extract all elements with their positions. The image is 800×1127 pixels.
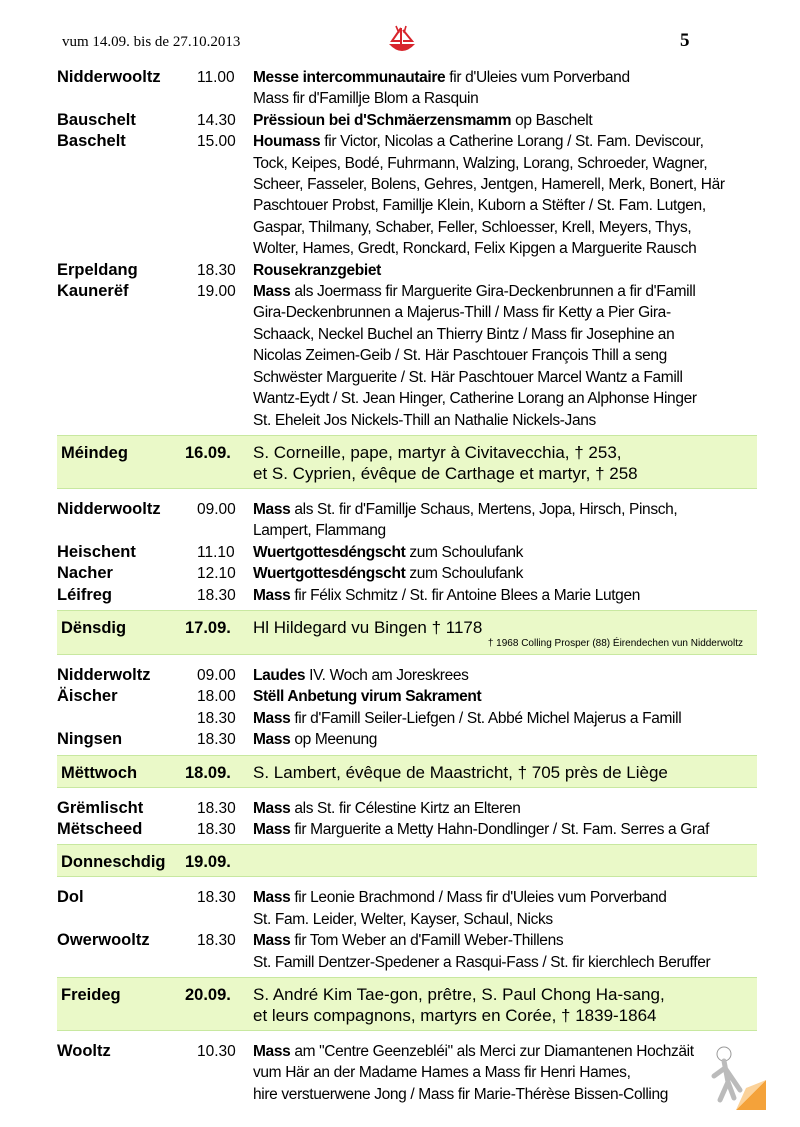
description-line: [253, 324, 757, 345]
description-text: am "Centre Geenzebléi" als Merci zur Diamantenen Hochzäit: [290, 1043, 694, 1060]
description-line: [253, 238, 757, 259]
description-line: [253, 217, 757, 238]
entry-time: 18.30: [197, 586, 236, 604]
description-line: [253, 174, 757, 195]
entry-description: [253, 499, 757, 542]
day-date: 19.09.: [185, 853, 231, 872]
day-name: Freideg: [61, 986, 121, 1004]
description-text: fir Victor, Nicolas a Catherine Lorang / St. Fam. Deviscour,: [320, 133, 704, 151]
entry-description: [253, 930, 757, 973]
description-text: Mass fir d'Famillje Blom a Rasquin: [253, 90, 479, 108]
description-bold: Rousekranzgebiet: [253, 261, 381, 279]
description-line: [253, 195, 757, 216]
saint-line: S. Corneille, pape, martyr à Civitavecchia, † 253,: [253, 442, 622, 462]
schedule-entry: [57, 585, 757, 606]
entry-description: [253, 281, 757, 431]
description-line: [253, 281, 757, 302]
description-bold: Wuertgottesdéngscht: [253, 565, 406, 583]
description-bold: Wuertgottesdéngscht: [253, 543, 406, 561]
description-text: Wolter, Hames, Gredt, Ronckard, Felix Kipgen a Marguerite Rausch: [253, 240, 697, 258]
schedule-entry: [57, 665, 757, 686]
entry-time: 09.00: [197, 500, 236, 518]
schedule-entry: [57, 798, 757, 819]
description-text: als St. fir Célestine Kirtz an Elteren: [290, 799, 521, 817]
description-line: [253, 729, 757, 750]
day-date: 17.09.: [185, 618, 231, 637]
description-line: [253, 542, 757, 563]
schedule-entry: [57, 708, 757, 729]
description-line: [253, 410, 757, 431]
entry-description: [253, 729, 757, 750]
entry-time: 18.00: [197, 688, 236, 706]
description-line: [253, 302, 757, 323]
description-text: op Baschelt: [511, 111, 593, 129]
description-line: [253, 909, 757, 930]
description-line: [253, 153, 757, 174]
description-bold: Mass: [253, 820, 291, 838]
description-line: [253, 1084, 757, 1105]
description-text: Wantz-Eydt / St. Jean Hinger, Catherine Lorang an Alphonse Hinger: [253, 390, 697, 408]
entry-description: [253, 67, 757, 110]
entry-description: [253, 585, 757, 606]
schedule-entry: [57, 67, 757, 110]
entry-description: [253, 1041, 757, 1105]
memorial-note: † 1968 Colling Prosper (88) Éirendechen vun Nidderwoltz: [487, 637, 743, 649]
entry-description: [253, 887, 757, 930]
entry-place: Mëtscheed: [57, 819, 143, 838]
description-line: [253, 367, 757, 388]
description-text: fir Félix Schmitz / St. fir Antoine Blees a Marie Lutgen: [290, 586, 640, 604]
entry-time: 11.10: [197, 543, 235, 561]
schedule-entry: [57, 260, 757, 281]
entry-description: [253, 131, 757, 259]
day-name: Dënsdig: [61, 618, 127, 637]
entry-description: [253, 563, 757, 584]
entry-place: Wooltz: [57, 1042, 111, 1060]
description-bold: Mass: [253, 1043, 291, 1060]
schedule-entry: [57, 563, 757, 584]
description-text: hire verstuerwene Jong / Mass fir Marie-Thérèse Bissen-Colling: [253, 1085, 669, 1103]
description-bold: Laudes: [253, 666, 306, 684]
description-text: Gaspar, Thilmany, Schaber, Feller, Schloesser, Krell, Meyers, Thys,: [253, 218, 692, 236]
saint-of-day: [253, 762, 757, 783]
description-line: [253, 686, 757, 707]
schedule-entry: [57, 819, 757, 840]
saint-line: S. André Kim Tae-gon, prêtre, S. Paul Chong Ha-sang,: [253, 985, 665, 1004]
description-bold: Mass: [253, 283, 291, 301]
description-text: St. Eheleit Jos Nickels-Thill an Nathalie Nickels-Jans: [253, 411, 596, 429]
schedule-entry: [57, 729, 757, 750]
entry-place: Baschelt: [57, 132, 126, 151]
entry-place: Dol: [57, 888, 84, 907]
entry-time: 18.30: [197, 799, 236, 817]
entry-place: Kaunerëf: [57, 282, 129, 301]
description-line: [253, 887, 757, 908]
description-line: [253, 67, 757, 88]
entry-time: 18.30: [197, 709, 236, 727]
day-name: Donneschdig: [61, 853, 166, 872]
saint-of-day: [253, 617, 757, 638]
description-text: St. Famill Dentzer-Spedener a Rasqui-Fass / St. fir kierchlech Beruffer: [253, 953, 711, 971]
day-header: [57, 977, 757, 1031]
entry-time: 18.30: [197, 889, 236, 907]
entry-place: Nidderwooltz: [57, 499, 161, 518]
entry-place: Léifreg: [57, 585, 113, 604]
entry-place: Äischer: [57, 687, 118, 706]
entry-place: Nacher: [57, 564, 113, 583]
description-line: [253, 88, 757, 109]
day-name: Mëttwoch: [61, 763, 138, 782]
header-period: vum 14.09. bis de 27.10.2013: [62, 34, 241, 50]
day-header: [57, 755, 757, 788]
description-text: fir d'Uleies vum Porverband: [445, 69, 630, 86]
schedule-entry: [57, 686, 757, 707]
day-date: 20.09.: [185, 986, 231, 1004]
day-header: [57, 844, 757, 877]
description-line: [253, 798, 757, 819]
description-line: [253, 110, 757, 131]
description-line: [253, 499, 757, 520]
saint-of-day: [253, 984, 757, 1026]
entry-description: [253, 665, 757, 686]
description-text: zum Schoulufank: [405, 565, 523, 583]
description-text: als St. fir d'Famillje Schaus, Mertens, Jopa, Hirsch, Pinsch,: [290, 500, 678, 518]
entry-time: 12.10: [197, 565, 236, 583]
entry-time: 14.30: [197, 111, 236, 129]
entry-place: Nidderwoltz: [57, 665, 151, 684]
description-text: fir Leonie Brachmond / Mass fir d'Uleies vum Porverband: [290, 889, 667, 907]
entry-description: [253, 686, 757, 707]
description-bold: Mass: [253, 799, 291, 817]
figure-pulling-page-icon: [706, 1040, 766, 1110]
entry-place: Bauschelt: [57, 110, 136, 129]
description-text: Tock, Keipes, Bodé, Fuhrmann, Walzing, Lorang, Schroeder, Wagner,: [253, 154, 708, 172]
entry-time: 18.30: [197, 932, 236, 950]
entry-place: Nidderwooltz: [57, 68, 161, 86]
description-line: [253, 930, 757, 951]
description-text: Nicolas Zeimen-Geib / St. Här Paschtouer François Thill a seng: [253, 347, 667, 365]
schedule-entry: [57, 131, 757, 259]
schedule-entry: [57, 930, 757, 973]
description-bold: Messe intercommunautaire: [253, 69, 446, 86]
entry-description: [253, 798, 757, 819]
saint-line: S. Lambert, évêque de Maastricht, † 705 près de Liège: [253, 762, 668, 782]
saint-line: et leurs compagnons, martyrs en Corée, † 1839-1864: [253, 1006, 657, 1025]
saint-of-day: [253, 851, 757, 872]
description-bold: Prëssioun bei d'Schmäerzensmamm: [253, 111, 512, 129]
entry-time: 10.30: [197, 1043, 236, 1060]
description-bold: Stëll Anbetung virum Sakrament: [253, 688, 482, 706]
saint-of-day: [253, 442, 757, 484]
entry-time: 09.00: [197, 666, 236, 684]
description-text: als Joermass fir Marguerite Gira-Deckenbrunnen a fir d'Famill: [290, 283, 696, 301]
description-line: [253, 345, 757, 366]
entry-time: 18.30: [197, 731, 236, 749]
description-line: [253, 952, 757, 973]
page-number: 5: [680, 30, 690, 51]
description-bold: Mass: [253, 889, 291, 907]
schedule-entry: [57, 542, 757, 563]
description-text: fir Tom Weber an d'Famill Weber-Thillens: [290, 932, 564, 950]
entry-place: Heischent: [57, 542, 136, 561]
entry-description: [253, 708, 757, 729]
description-bold: Mass: [253, 932, 291, 950]
description-text: op Meenung: [290, 731, 378, 749]
description-text: Schwëster Marguerite / St. Här Paschtouer Marcel Wantz a Famill: [253, 368, 683, 386]
day-name: Méindeg: [61, 443, 128, 462]
schedule-entry: [57, 281, 757, 431]
entry-description: [253, 110, 757, 131]
entry-description: [253, 542, 757, 563]
description-bold: Mass: [253, 709, 291, 727]
entry-time: 15.00: [197, 133, 236, 151]
boat-logo-icon: [386, 24, 418, 58]
entry-place: Ningsen: [57, 730, 123, 749]
description-line: [253, 260, 757, 281]
entry-description: [253, 819, 757, 840]
description-line: [253, 585, 757, 606]
day-header: [57, 610, 757, 655]
schedule-entry: [57, 499, 757, 542]
description-bold: Mass: [253, 500, 291, 518]
description-line: [253, 131, 757, 152]
schedule-entry: [57, 887, 757, 930]
entry-time: 19.00: [197, 283, 236, 301]
description-text: Schaack, Neckel Buchel an Thierry Bintz / Mass fir Josephine an: [253, 325, 675, 343]
schedule-entry: [57, 110, 757, 131]
entry-time: 18.30: [197, 261, 236, 279]
description-bold: Mass: [253, 586, 291, 604]
description-line: [253, 819, 757, 840]
description-line: [253, 708, 757, 729]
description-text: zum Schoulufank: [405, 543, 523, 561]
description-line: [253, 665, 757, 686]
description-text: Lampert, Flammang: [253, 522, 386, 540]
entry-place: Owerwooltz: [57, 931, 150, 950]
description-text: Scheer, Fasseler, Bolens, Gehres, Jentgen, Hamerell, Merk, Bonert, Här: [253, 176, 725, 194]
description-line: [253, 388, 757, 409]
description-text: Gira-Deckenbrunnen a Majerus-Thill / Mass fir Ketty a Pier Gira-: [253, 304, 671, 322]
description-line: [253, 1041, 757, 1062]
description-text: fir Marguerite a Metty Hahn-Dondlinger / St. Fam. Serres a Graf: [290, 820, 710, 838]
entry-place: Grëmlischt: [57, 798, 144, 817]
description-text: Paschtouer Probst, Famillje Klein, Kuborn a Stëfter / St. Fam. Lutgen,: [253, 197, 706, 215]
description-bold: Houmass: [253, 133, 321, 151]
entry-place: Erpeldang: [57, 260, 138, 279]
schedule-entry: [57, 1041, 757, 1105]
description-line: [253, 563, 757, 584]
day-date: 18.09.: [185, 763, 231, 782]
description-text: vum Här an der Madame Hames a Mass fir Henri Hames,: [253, 1064, 631, 1082]
description-line: [253, 1062, 757, 1083]
description-bold: Mass: [253, 731, 291, 749]
description-line: [253, 520, 757, 541]
day-header: [57, 435, 757, 489]
description-text: IV. Woch am Joreskrees: [305, 666, 469, 684]
entry-time: 18.30: [197, 820, 236, 838]
entry-description: [253, 260, 757, 281]
saint-line: Hl Hildegard vu Bingen † 1178: [253, 617, 483, 637]
description-text: fir d'Famill Seiler-Liefgen / St. Abbé Michel Majerus a Famill: [290, 709, 682, 727]
day-date: 16.09.: [185, 443, 231, 462]
schedule: [57, 67, 757, 1105]
entry-time: 11.00: [197, 69, 235, 86]
saint-line: et S. Cyprien, évêque de Carthage et martyr, † 258: [253, 463, 638, 483]
description-text: St. Fam. Leider, Welter, Kayser, Schaul, Nicks: [253, 910, 553, 928]
